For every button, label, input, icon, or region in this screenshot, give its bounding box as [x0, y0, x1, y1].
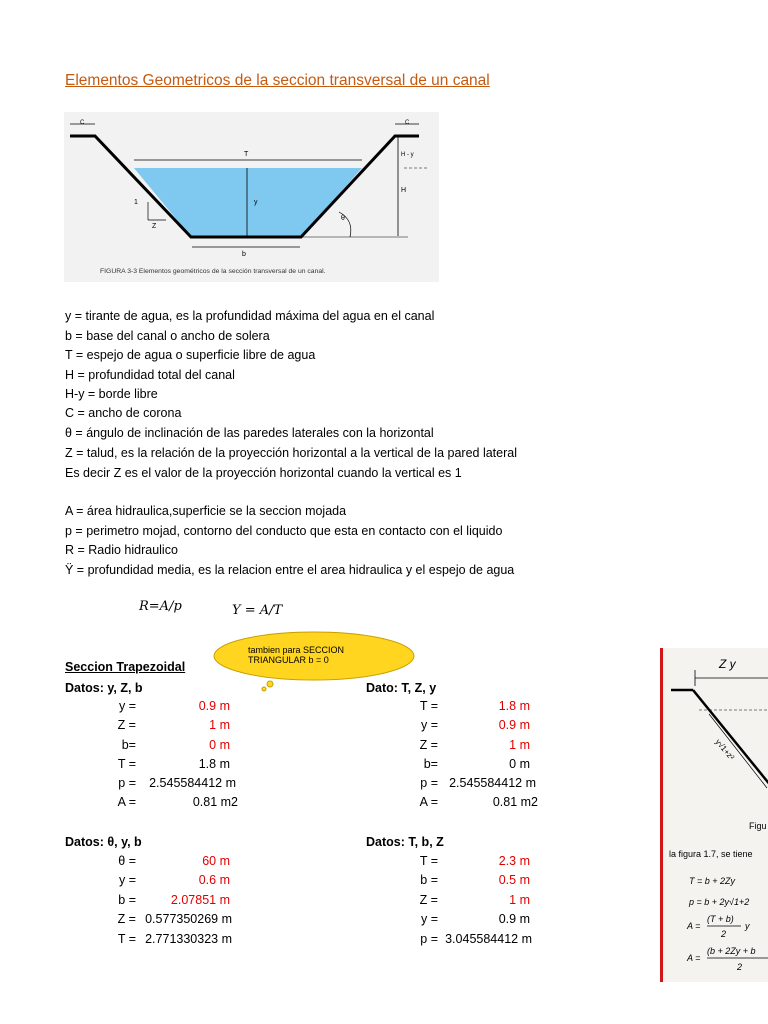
- block-heading: Dato: T, Z, y: [366, 681, 437, 695]
- water-area: [134, 168, 362, 237]
- definition-line: Z = talud, es la relación de la proyección horizontal a la vertical de la pared lateral: [65, 446, 517, 460]
- definition-line: C = ancho de corona: [65, 406, 182, 420]
- definition-line: b = base del canal o ancho de solera: [65, 329, 270, 343]
- eq-A2-num: (b + 2Zy + b: [707, 946, 756, 956]
- param-key: Z =: [419, 893, 438, 907]
- param-key: b=: [423, 757, 438, 771]
- param-key: Z =: [419, 738, 438, 752]
- block-heading: Datos: y, Z, b: [65, 681, 143, 695]
- param-key: b =: [420, 873, 438, 887]
- param-value: 0.81 m2: [192, 795, 238, 809]
- eq-A1-lhs: A =: [687, 921, 701, 931]
- definition-line: Es decir Z es el valor de la proyección horizontal cuando la vertical es 1: [65, 466, 462, 480]
- canal-diagram: [64, 112, 439, 282]
- param-value: 1 m: [509, 893, 530, 907]
- param-value: 0 m: [209, 738, 230, 752]
- param-value: 2.545584412 m: [449, 776, 536, 790]
- block-heading: Datos: T, b, Z: [366, 835, 444, 849]
- param-key: Z =: [117, 912, 136, 926]
- param-key: Z =: [117, 718, 136, 732]
- param-value: 0.9 m: [198, 699, 230, 713]
- definition-line: R = Radio hidraulico: [65, 543, 178, 557]
- H-y-label: H - y: [401, 152, 414, 158]
- block-heading: Datos: θ, y, b: [65, 835, 142, 849]
- param-value: 1.8 m: [198, 757, 230, 771]
- param-value: 0.81 m2: [492, 795, 538, 809]
- page-title: Elementos Geometricos de la seccion transversal de un canal: [65, 72, 490, 89]
- param-key: y =: [118, 699, 136, 713]
- param-key: T =: [117, 932, 136, 946]
- param-key: y =: [420, 718, 438, 732]
- param-key: T =: [117, 757, 136, 771]
- param-value: 60 m: [202, 854, 230, 868]
- canal-section-figure: [64, 112, 439, 282]
- eq-A2-lhs: A =: [687, 953, 701, 963]
- formula-Y: Y = A/T: [232, 603, 283, 618]
- definition-line: T = espejo de agua o superficie libre de agua: [65, 348, 316, 362]
- y-label: y: [254, 199, 258, 206]
- param-key: A =: [117, 795, 136, 809]
- param-value: 2.07851 m: [170, 893, 230, 907]
- definition-line: y = tirante de agua, es la profundidad máxima del agua en el canal: [65, 309, 435, 323]
- eq-A2-den: 2: [737, 962, 743, 972]
- slope-label: y√1+z²: [713, 737, 736, 762]
- param-value: 0.9 m: [498, 912, 530, 926]
- definition-line: p = perimetro mojad, contorno del conducto que esta en contacto con el liquido: [65, 524, 503, 538]
- callout-text: tambien para SECCION TRIANGULAR b = 0: [248, 645, 345, 665]
- definition-line: H = profundidad total del canal: [65, 368, 235, 382]
- figure-caption: FIGURA 3-3 Elementos geométricos de la sección transversal de un canal.: [100, 268, 326, 275]
- param-key: θ =: [118, 854, 136, 868]
- param-value: 1 m: [209, 718, 230, 732]
- eq-T: T = b + 2Zy: [689, 876, 736, 886]
- param-value: 0.577350269 m: [145, 912, 232, 926]
- param-value: 2.771330323 m: [145, 932, 232, 946]
- param-key: p =: [420, 932, 438, 946]
- zy-label: Z y: [719, 657, 736, 671]
- section-title: Seccion Trapezoidal: [65, 660, 186, 674]
- param-key: p =: [118, 776, 136, 790]
- b-label: b: [242, 251, 246, 258]
- param-key: y =: [420, 912, 438, 926]
- scanned-excerpt: [660, 648, 768, 982]
- callout-bubble: [210, 628, 418, 686]
- param-key: T =: [419, 854, 438, 868]
- definition-line: θ = ángulo de inclinación de las paredes laterales con la horizontal: [65, 426, 434, 440]
- T-label: T: [244, 151, 249, 158]
- scan-fig-caption: Figu: [749, 821, 767, 831]
- param-key: b =: [118, 893, 136, 907]
- definition-line: A = área hidraulica,superficie se la seccion mojada: [65, 504, 347, 518]
- param-value: 3.045584412 m: [445, 932, 532, 946]
- c-left-label: C: [80, 120, 85, 126]
- param-value: 0.9 m: [498, 718, 530, 732]
- param-value: 0 m: [509, 757, 530, 771]
- param-key: y =: [118, 873, 136, 887]
- H-label: H: [401, 187, 407, 194]
- theta-label: θ: [341, 215, 345, 222]
- param-key: b=: [121, 738, 136, 752]
- param-value: 2.3 m: [498, 854, 530, 868]
- formula-R: R=A/p: [139, 599, 182, 614]
- one-label: 1: [134, 199, 138, 206]
- eq-A1-num: (T + b): [707, 914, 734, 924]
- param-key: A =: [419, 795, 438, 809]
- param-value: 1 m: [509, 738, 530, 752]
- eq-p: p = b + 2y√1+2: [689, 897, 750, 907]
- scan-text-line: la figura 1.7, se tiene: [669, 849, 753, 859]
- Z-label: Z: [152, 223, 157, 230]
- param-key: T =: [419, 699, 438, 713]
- param-value: 0.6 m: [198, 873, 230, 887]
- param-value: 0.5 m: [498, 873, 530, 887]
- definition-line: H-y = borde libre: [65, 387, 158, 401]
- param-key: p =: [420, 776, 438, 790]
- scan-diagram: [663, 648, 768, 982]
- c-right-label: C: [405, 120, 410, 126]
- definition-line: Ÿ = profundidad media, es la relacion entre el area hidraulica y el espejo de agua: [65, 563, 515, 577]
- eq-A1-den: 2: [721, 929, 727, 939]
- eq-A1-y: y: [745, 921, 750, 931]
- param-value: 1.8 m: [498, 699, 530, 713]
- param-value: 2.545584412 m: [149, 776, 236, 790]
